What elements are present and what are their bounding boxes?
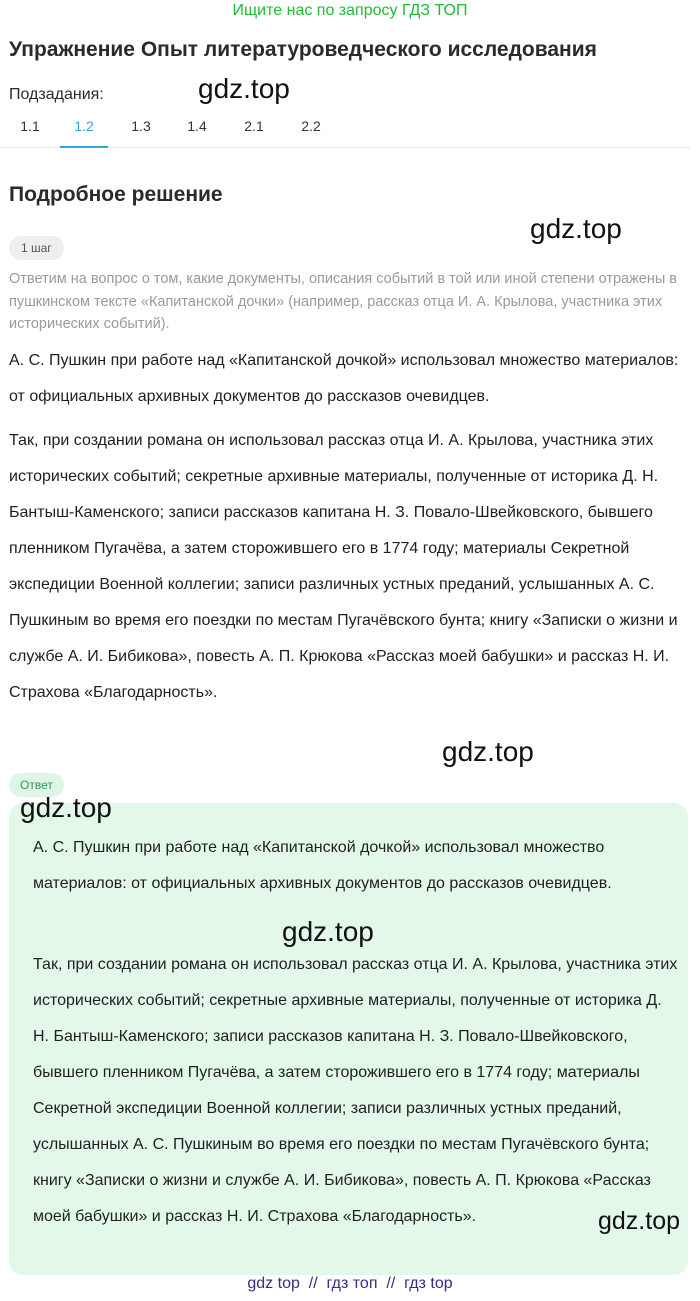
tab-1-3[interactable]: 1.3 <box>131 118 151 134</box>
watermark: gdz.top <box>198 73 290 104</box>
step-badge: 1 шаг <box>9 236 64 260</box>
solution-paragraph-2: Так, при создании романа он использовал рассказ отца И. А. Крылова, участника этих исторических событий; секретные архивные материалы, полученные от историка Д. Н. Бантыш-Каменского; записи рассказов капитана Н. З. Повало-Швейковского, бывшего пленником Пугачёва, а затем сторожившего его в 1774 году; материалы Секретной экспедиции Военной коллегии; записи различных устных преданий, услышанных А. С. Пушкиным во время его поездки по местам Пугачёвского бунта; книгу «Записки о жизни и службе А. И. Бибикова», повесть А. П. Крюкова «Рассказ моей бабушки» и рассказ Н. И. Страхова «Благодарность». <box>9 432 678 701</box>
subtask-tabs <box>0 114 690 148</box>
footer-links[interactable]: gdz top // гдз топ // гдз top <box>247 1275 453 1292</box>
watermark: gdz.top <box>530 213 622 244</box>
answer-paragraph-2: Так, при создании романа он использовал рассказ отца И. А. Крылова, участника этих исторических событий; секретные архивные материалы, полученные от историка Д. Н. Бантыш-Каменского; записи рассказов капитана Н. З. Повало-Швейковского, бывшего пленником Пугачёва, а затем сторожившего его в 1774 году; материалы Секретной экспедиции Военной коллегии; записи различных устных преданий, услышанных А. С. Пушкиным во время его поездки по местам Пугачёвского бунта; книгу «Записки о жизни и службе А. И. Бибикова», повесть А. П. Крюкова «Рассказ моей бабушки» и рассказ Н. И. Страхова «Благодарность». <box>33 956 678 1225</box>
tab-1-1[interactable]: 1.1 <box>20 118 40 134</box>
tab-2-2[interactable]: 2.2 <box>301 118 321 134</box>
page-title: Упражнение Опыт литературоведческого исследования <box>9 38 597 61</box>
solution-paragraph-1: А. С. Пушкин при работе над «Капитанской дочкой» использовал множество материалов: от официальных архивных документов до рассказов очевидцев. <box>9 352 679 405</box>
answer-paragraph-1: А. С. Пушкин при работе над «Капитанской дочкой» использовал множество материалов: от официальных архивных документов до рассказов очевидцев. <box>33 839 612 892</box>
section-title: Подробное решение <box>9 183 223 206</box>
answer-badge: Ответ <box>9 773 64 797</box>
tab-1-2[interactable]: 1.2 <box>60 118 108 148</box>
tab-2-1[interactable]: 2.1 <box>244 118 264 134</box>
question-text: Ответим на вопрос о том, какие документы, описания событий в той или иной степени отражены в пушкинском тексте «Капитанской дочки» (например, рассказ отца И. А. Крылова, участника этих исторических событий). <box>9 271 678 332</box>
promo-banner[interactable]: Ищите нас по запросу ГДЗ ТОП <box>232 2 468 19</box>
watermark: gdz.top <box>442 736 534 767</box>
watermark: gdz.top <box>20 792 112 823</box>
subtasks-label: Подзадания: <box>9 86 104 103</box>
tab-1-4[interactable]: 1.4 <box>187 118 207 134</box>
watermark: gdz.top <box>598 1207 681 1235</box>
watermark: gdz.top <box>282 916 374 947</box>
